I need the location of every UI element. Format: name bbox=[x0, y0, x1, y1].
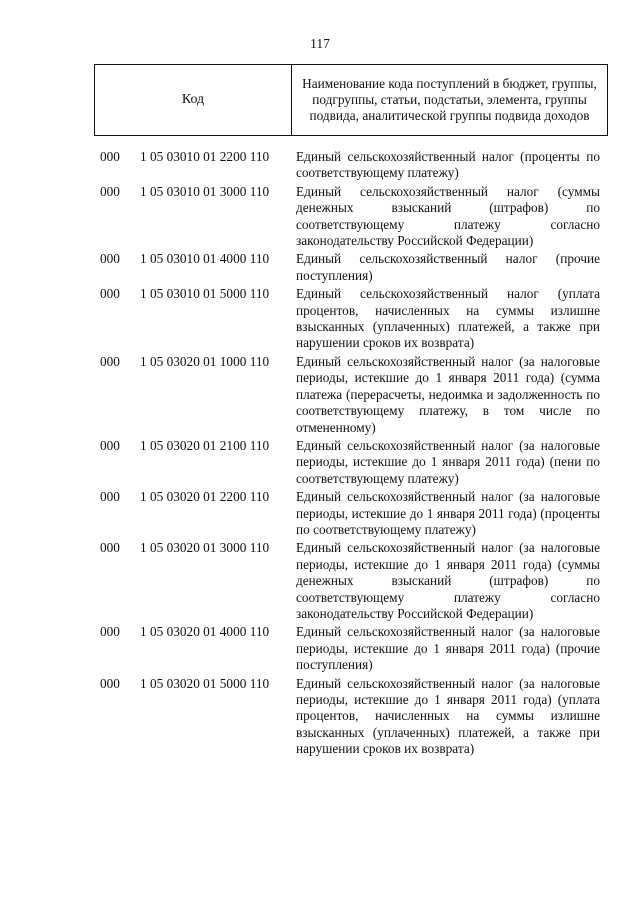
income-code: 1 05 03020 01 3000 110 bbox=[140, 540, 270, 556]
income-description: Единый сельскохозяйственный налог (за налоговые периоды, истекшие до 1 января 2011 года) (сумма платежа (перерасчеты, недоимка и задолженность по соответствующему платежу, в том числе по отмененному) bbox=[296, 353, 600, 435]
income-code: 1 05 03010 01 4000 110 bbox=[140, 251, 270, 267]
header-name-cell: Наименование кода поступлений в бюджет, группы, подгруппы, статьи, подстатьи, элемента, группы подвида, аналитической группы подвида доходов bbox=[302, 75, 597, 124]
table-row bbox=[100, 184, 600, 250]
admin-code: 000 bbox=[100, 437, 120, 453]
table-body bbox=[100, 149, 600, 758]
page-number: 117 bbox=[310, 36, 330, 51]
income-code: 1 05 03010 01 5000 110 bbox=[140, 286, 270, 302]
income-description: Единый сельскохозяйственный налог (за налоговые периоды, истекшие до 1 января 2011 года) (проценты по соответствующему платежу) bbox=[296, 489, 600, 537]
income-description: Единый сельскохозяйственный налог (уплата процентов, начисленных на суммы излишне взысканных (уплаченных) платежей, а также при нарушении сроков их возврата) bbox=[296, 286, 600, 351]
income-code: 1 05 03020 01 2100 110 bbox=[140, 437, 270, 453]
income-description: Единый сельскохозяйственный налог (прочие поступления) bbox=[296, 251, 600, 283]
income-description: Единый сельскохозяйственный налог (за налоговые периоды, истекшие до 1 января 2011 года) (пени по соответствующему платежу) bbox=[296, 437, 600, 486]
income-description: Единый сельскохозяйственный налог (суммы денежных взысканий (штрафов) по соответствующему платежу согласно законодательству Российской Федерации) bbox=[296, 183, 600, 249]
table-row bbox=[100, 251, 600, 284]
income-description: Единый сельскохозяйственный налог (проценты по соответствующему платежу) bbox=[296, 149, 600, 181]
table-row bbox=[100, 540, 600, 622]
table-row bbox=[100, 149, 600, 182]
income-code: 1 05 03020 01 4000 110 bbox=[140, 624, 270, 640]
income-code: 1 05 03020 01 2200 110 bbox=[140, 489, 270, 505]
table-row bbox=[100, 354, 600, 436]
income-code: 1 05 03020 01 1000 110 bbox=[140, 353, 270, 369]
admin-code: 000 bbox=[100, 286, 120, 302]
income-description: Единый сельскохозяйственный налог (за налоговые периоды, истекшие до 1 января 2011 года) (прочие поступления) bbox=[296, 624, 600, 673]
admin-code: 000 bbox=[100, 675, 120, 691]
table-row bbox=[100, 438, 600, 487]
admin-code: 000 bbox=[100, 540, 120, 556]
admin-code: 000 bbox=[100, 353, 120, 369]
table-row bbox=[100, 489, 600, 538]
income-description: Единый сельскохозяйственный налог (за налоговые периоды, истекшие до 1 января 2011 года) (уплата процентов, начисленных на суммы излишне взысканных (уплаченных) платежей, а также при нарушении сроков их возврата) bbox=[296, 675, 600, 757]
admin-code: 000 bbox=[100, 183, 120, 199]
income-code: 1 05 03010 01 3000 110 bbox=[140, 183, 270, 199]
income-code: 1 05 03020 01 5000 110 bbox=[140, 675, 270, 691]
table-row bbox=[100, 624, 600, 673]
admin-code: 000 bbox=[100, 624, 120, 640]
table-header bbox=[94, 64, 608, 136]
income-code: 1 05 03010 01 2200 110 bbox=[140, 149, 270, 164]
header-code-cell: Код bbox=[95, 65, 292, 135]
table-row bbox=[100, 286, 600, 352]
admin-code: 000 bbox=[100, 489, 120, 505]
admin-code: 000 bbox=[100, 149, 120, 164]
table-row bbox=[100, 676, 600, 758]
admin-code: 000 bbox=[100, 251, 120, 267]
income-description: Единый сельскохозяйственный налог (за налоговые периоды, истекшие до 1 января 2011 года) (суммы денежных взысканий (штрафов) по соответствующему платежу согласно законодательству Российской Федерации) bbox=[296, 540, 600, 621]
